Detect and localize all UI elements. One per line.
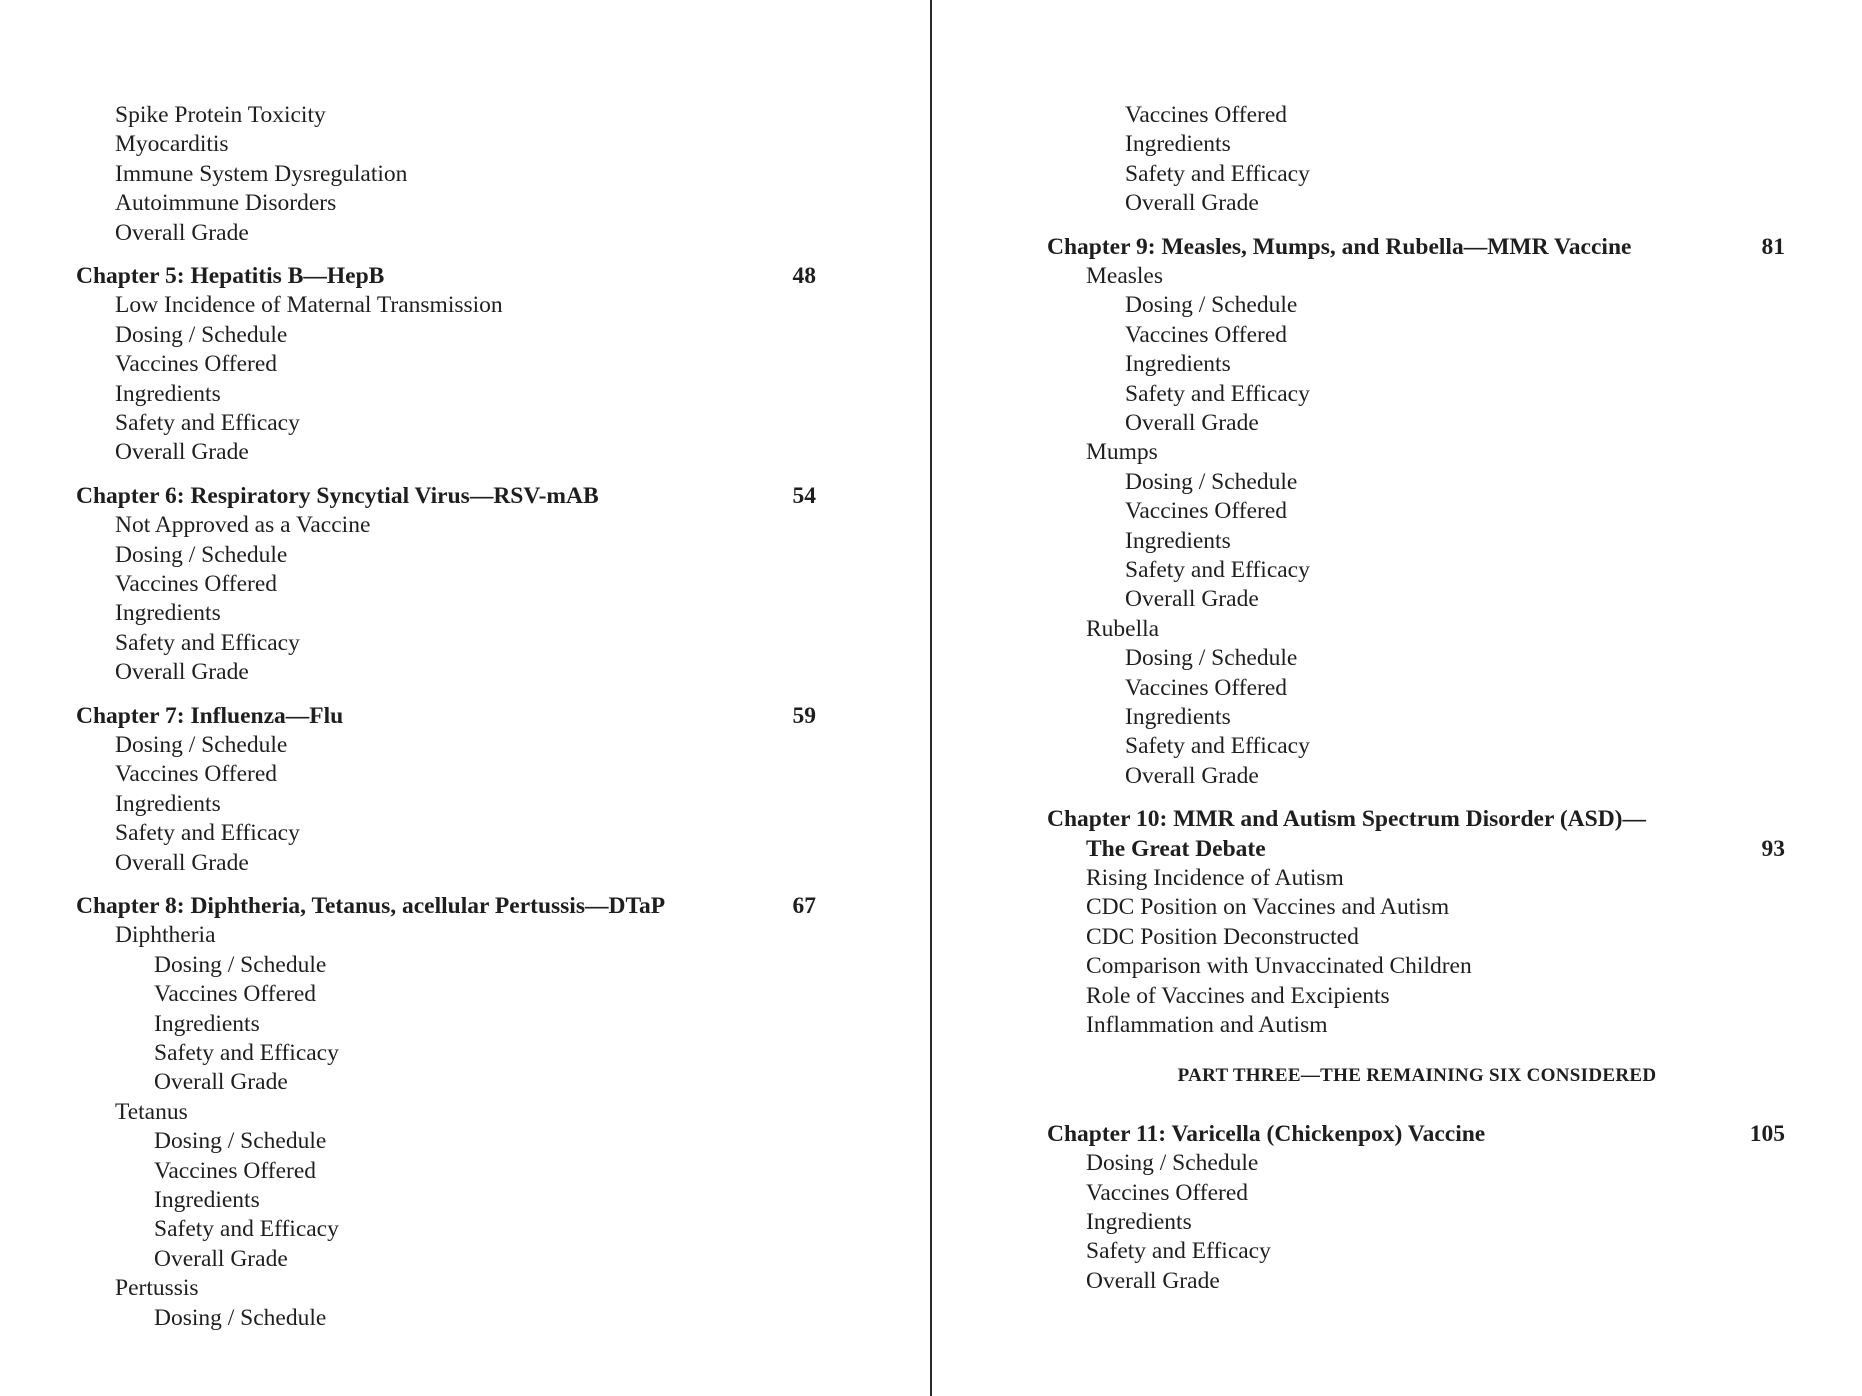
toc-section-entry: Overall Grade (1086, 1267, 1220, 1294)
toc-section-entry: Ingredients (115, 790, 221, 817)
toc-section-entry: Overall Grade (115, 219, 249, 246)
toc-subsection-entry: Vaccines Offered (154, 1157, 317, 1184)
toc-subsection-entry: Overall Grade (1125, 410, 1259, 436)
toc-section-entry: Ingredients (115, 380, 221, 407)
toc-section-entry: Dosing / Schedule (115, 732, 288, 758)
toc-list-left (0, 0, 930, 1396)
chapter-title: The Great Debate (1086, 835, 1266, 862)
toc-subsection-entry: Vaccines Offered (154, 981, 317, 1008)
toc-subsection-entry: Dosing / Schedule (1125, 645, 1298, 672)
toc-subsection-entry: Ingredients (1125, 131, 1231, 158)
page-gutter-divider (930, 0, 932, 1396)
toc-section-entry: Ingredients (1086, 1209, 1192, 1235)
toc-subsection-entry: Safety and Efficacy (1125, 380, 1310, 407)
chapter-title: Chapter 6: Respiratory Syncytial Virus—RSV-mAB (76, 482, 599, 509)
toc-subsection-entry: Vaccines Offered (1125, 102, 1288, 128)
chapter-title: Chapter 7: Influenza—Flu (76, 702, 344, 729)
toc-subsection-entry: Ingredients (1125, 704, 1231, 730)
toc-section-entry: Dosing / Schedule (1086, 1150, 1259, 1177)
toc-section-entry: Vaccines Offered (115, 351, 278, 378)
toc-subsection-entry: Dosing / Schedule (154, 951, 327, 978)
toc-section-entry: Mumps (1086, 439, 1158, 466)
toc-section-entry: Diphtheria (115, 922, 216, 949)
toc-subsection-entry: Overall Grade (1125, 762, 1259, 789)
chapter-title: Chapter 9: Measles, Mumps, and Rubella—MMR Vaccine (1047, 233, 1632, 260)
toc-section-entry: Safety and Efficacy (1086, 1238, 1271, 1265)
chapter-title: Chapter 10: MMR and Autism Spectrum Disorder (ASD)— (1047, 806, 1647, 833)
toc-subsection-entry: Safety and Efficacy (1125, 160, 1310, 187)
toc-subsection-entry: Overall Grade (1125, 586, 1259, 613)
toc-section-entry: Immune System Dysregulation (115, 160, 408, 187)
toc-subsection-entry: Dosing / Schedule (154, 1304, 327, 1331)
toc-section-entry: Rubella (1086, 615, 1160, 642)
toc-subsection-entry: Vaccines Offered (1125, 674, 1288, 701)
toc-subsection-entry: Ingredients (154, 1187, 260, 1213)
toc-subsection-entry: Ingredients (154, 1010, 260, 1037)
toc-section-entry: Overall Grade (115, 849, 249, 876)
toc-subsection-entry: Dosing / Schedule (1125, 468, 1298, 495)
toc-section-entry: Rising Incidence of Autism (1086, 865, 1344, 891)
left-page (0, 0, 930, 1396)
toc-subsection-entry: Dosing / Schedule (154, 1128, 327, 1155)
toc-section-entry: Autoimmune Disorders (115, 190, 337, 217)
toc-section-entry: Measles (1086, 263, 1164, 289)
chapter-page-number: 59 (792, 702, 816, 729)
toc-section-entry: CDC Position on Vaccines and Autism (1086, 894, 1450, 921)
toc-section-entry: Safety and Efficacy (115, 410, 300, 436)
toc-section-entry: Pertussis (115, 1275, 199, 1302)
right-page (935, 0, 1862, 1396)
toc-section-entry: Myocarditis (115, 131, 229, 158)
toc-section-entry: CDC Position Deconstructed (1086, 923, 1359, 950)
toc-subsection-entry: Vaccines Offered (1125, 321, 1288, 348)
chapter-page-number: 48 (792, 263, 816, 289)
toc-list-right (935, 0, 1862, 1396)
toc-section-entry: Safety and Efficacy (115, 629, 300, 656)
chapter-page-number: 54 (792, 482, 816, 509)
toc-section-entry: Spike Protein Toxicity (115, 102, 326, 128)
toc-subsection-entry: Dosing / Schedule (1125, 292, 1298, 319)
toc-section-entry: Inflammation and Autism (1086, 1012, 1328, 1038)
toc-section-entry: Overall Grade (115, 659, 249, 686)
toc-subsection-entry: Safety and Efficacy (1125, 557, 1310, 583)
chapter-page-number: 93 (1761, 835, 1785, 862)
chapter-title: Chapter 5: Hepatitis B—HepB (76, 263, 385, 289)
toc-section-entry: Role of Vaccines and Excipients (1086, 982, 1390, 1009)
chapter-page-number: 81 (1761, 233, 1785, 260)
toc-section-entry: Vaccines Offered (115, 761, 278, 788)
toc-subsection-entry: Ingredients (1125, 527, 1231, 554)
part-heading: PART THREE—THE REMAINING SIX CONSIDERED (1177, 1065, 1657, 1087)
toc-subsection-entry: Overall Grade (154, 1069, 288, 1096)
toc-section-entry: Vaccines Offered (1086, 1179, 1249, 1206)
toc-subsection-entry: Overall Grade (154, 1245, 288, 1272)
toc-section-entry: Overall Grade (115, 439, 249, 466)
toc-section-entry: Ingredients (115, 600, 221, 627)
toc-section-entry: Vaccines Offered (115, 571, 278, 597)
toc-section-entry: Not Approved as a Vaccine (115, 512, 371, 539)
toc-section-entry: Tetanus (115, 1098, 188, 1125)
toc-section-entry: Safety and Efficacy (115, 820, 300, 847)
chapter-page-number: 67 (792, 893, 816, 919)
toc-subsection-entry: Safety and Efficacy (1125, 733, 1310, 760)
toc-subsection-entry: Overall Grade (1125, 190, 1259, 217)
toc-section-entry: Dosing / Schedule (115, 541, 288, 568)
toc-subsection-entry: Safety and Efficacy (154, 1216, 339, 1243)
chapter-page-number: 105 (1749, 1120, 1785, 1147)
toc-section-entry: Low Incidence of Maternal Transmission (115, 292, 503, 319)
toc-subsection-entry: Safety and Efficacy (154, 1040, 339, 1066)
toc-section-entry: Dosing / Schedule (115, 321, 288, 348)
chapter-title: Chapter 8: Diphtheria, Tetanus, acellular Pertussis—DTaP (76, 893, 666, 919)
toc-section-entry: Comparison with Unvaccinated Children (1086, 953, 1472, 980)
chapter-title: Chapter 11: Varicella (Chickenpox) Vaccine (1047, 1120, 1486, 1147)
toc-subsection-entry: Ingredients (1125, 351, 1231, 378)
toc-subsection-entry: Vaccines Offered (1125, 498, 1288, 525)
